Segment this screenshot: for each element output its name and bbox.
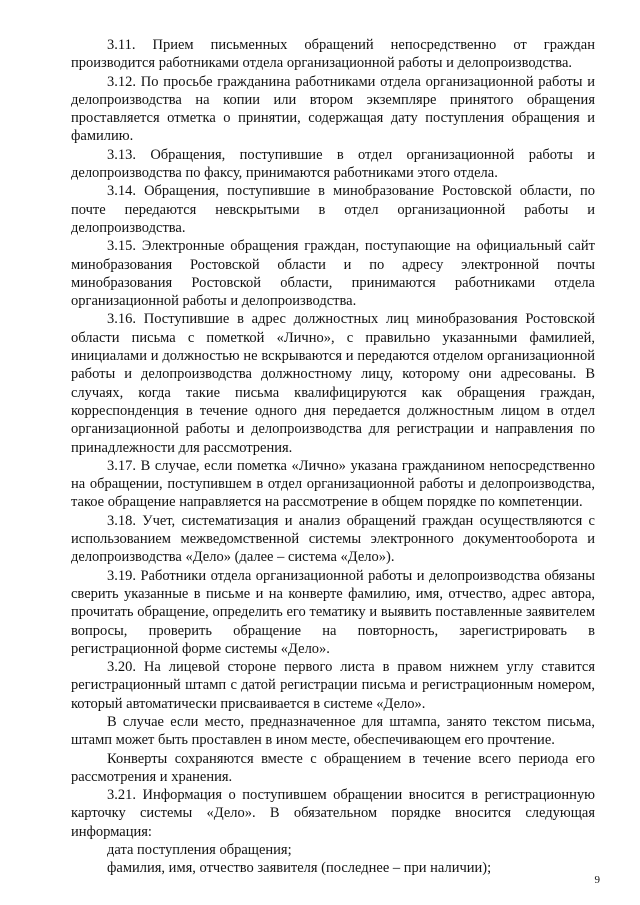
- paragraph-3-21: 3.21. Информация о поступившем обращении вносится в регистрационную карточку системы «Дело». В обязательном порядке вносится следующая информация:: [71, 787, 595, 840]
- paragraph-envelopes: Конверты сохраняются вместе с обращением в течение всего периода его рассмотрения и хранения.: [71, 750, 595, 785]
- paragraph-3-11: 3.11. Прием письменных обращений непосредственно от граждан производится работниками отдела организационной работы и делопроизводства.: [71, 37, 595, 72]
- paragraph-3-19: 3.19. Работники отдела организационной работы и делопроизводства обязаны сверить указанные в письме и на конверте фамилию, имя, отчество, адрес автора, прочитать обращение, определить его тематику и выявить поставленные заявителем вопросы, проверить обращение на повторность, зарегистрировать в регистрационной форме системы «Дело».: [71, 567, 595, 657]
- paragraph-3-14: 3.14. Обращения, поступившие в минобразование Ростовской области, по почте передаются невскрытыми в отдел организационной работы и делопроизводства.: [71, 183, 595, 236]
- list-item-applicant-name: фамилия, имя, отчество заявителя (последнее – при наличии);: [107, 860, 492, 877]
- paragraph-3-17: 3.17. В случае, если пометка «Лично» указана гражданином непосредственно на обращении, поступившем в отдел организационной работы и делопроизводства, такое обращение направляется на рассмотрение в общем порядке по компетенции.: [71, 457, 595, 511]
- paragraph-3-12: 3.12. По просьбе гражданина работниками отдела организационной работы и делопроизводства на копии или втором экземпляре принятого обращения проставляется отметка о принятии, содержащая дату поступления обращения и фамилию.: [71, 73, 595, 145]
- paragraph-3-16: 3.16. Поступившие в адрес должностных лиц минобразования Ростовской области письма с пометкой «Лично», с правильно указанными фамилией, инициалами и должностью не вскрываются и передаются отделом организационной работы и делопроизводства должностному лицу, которому они адресованы. В случаях, когда такие письма квалифицируются как обращения граждан, корреспонденция в течение одного дня передается должностным лицом в отдел организационной работы и делопроизводства для регистрации и направления по принадлежности для рассмотрения.: [71, 311, 595, 456]
- paragraph-stamp-placement: В случае если место, предназначенное для штампа, занято текстом письма, штамп может быть проставлен в ином месте, обеспечивающем его прочтение.: [71, 713, 595, 749]
- paragraph-3-15: 3.15. Электронные обращения граждан, поступающие на официальный сайт минобразования Ростовской области и по адресу электронной почты минобразования Ростовской области, принимаются работниками отдела организационной работы и делопроизводства.: [71, 238, 595, 310]
- page-number: 9: [594, 874, 600, 886]
- paragraph-3-13: 3.13. Обращения, поступившие в отдел организационной работы и делопроизводства по факсу, принимаются работниками этого отдела.: [71, 146, 595, 182]
- document-body: [71, 36, 595, 878]
- list-item-receipt-date: дата поступления обращения;: [107, 842, 292, 859]
- paragraph-3-18: 3.18. Учет, систематизация и анализ обращений граждан осуществляются с использованием межведомственной системы электронного документооборота и делопроизводства «Дело» (далее – система «Дело»).: [71, 512, 595, 566]
- paragraph-3-20: 3.20. На лицевой стороне первого листа в правом нижнем углу ставится регистрационный штамп с датой регистрации письма и регистрационным номером, который автоматически присваивается в системе «Дело».: [71, 659, 595, 712]
